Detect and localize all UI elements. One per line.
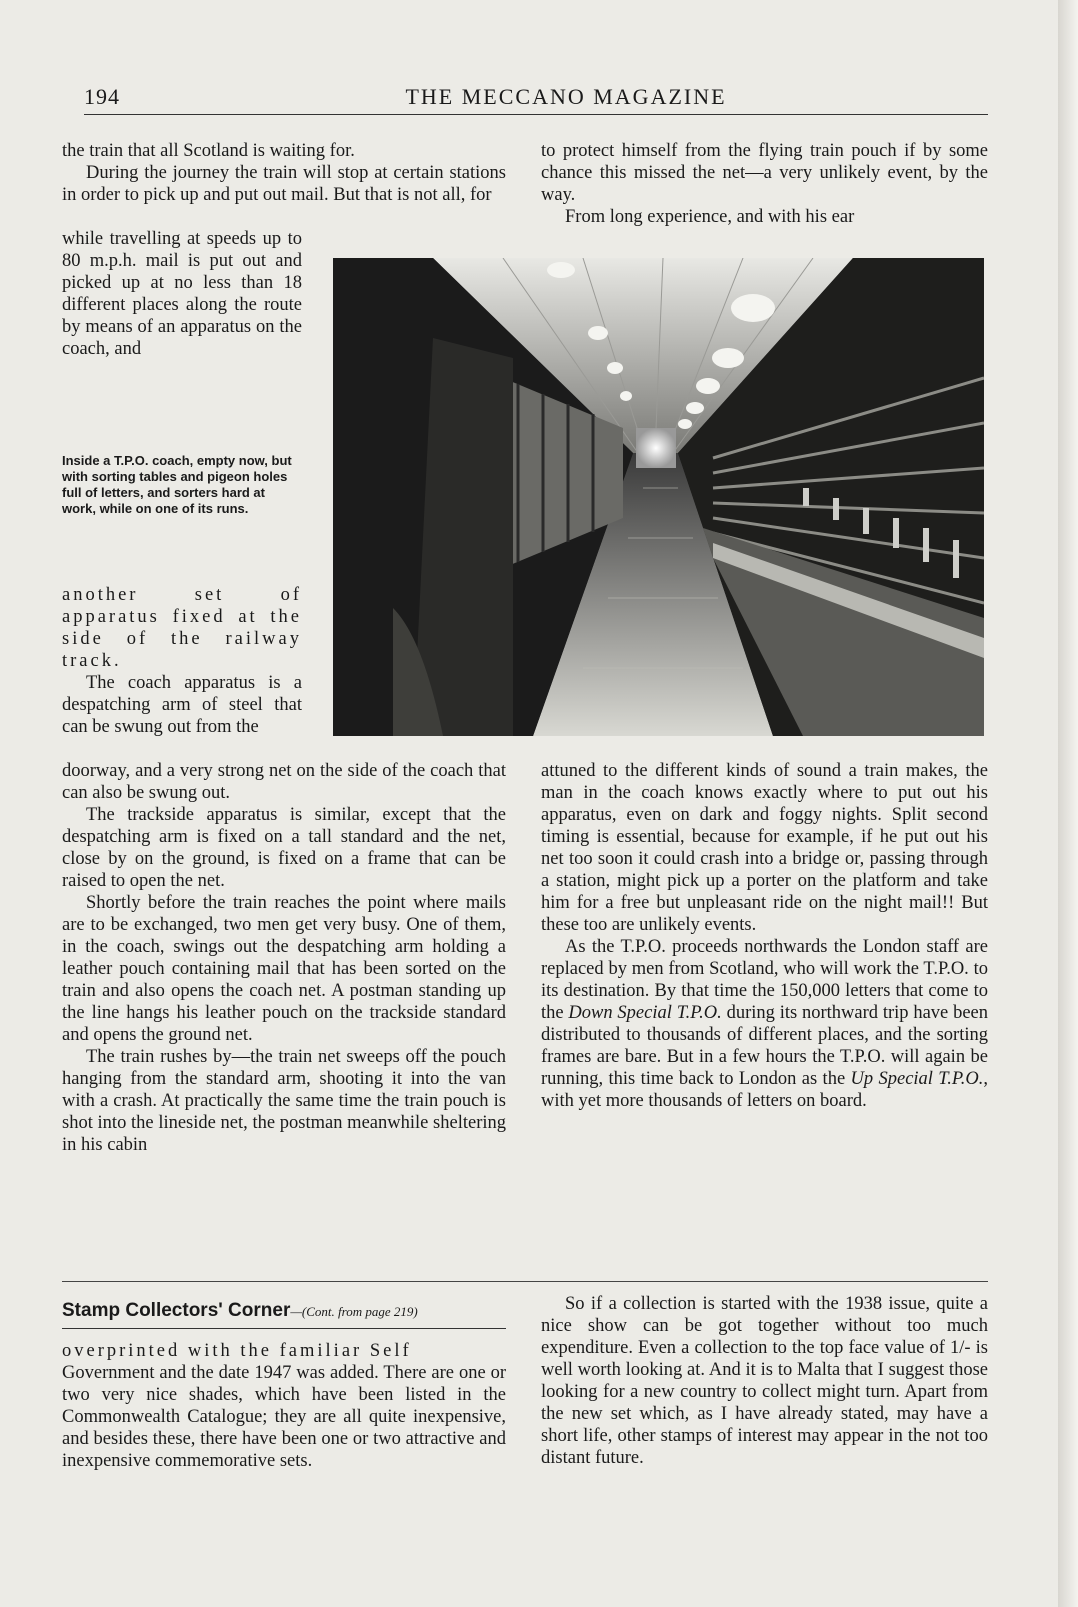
paragraph: So if a collection is started with the 1938 issue, quite a nice show can be got together without too much expenditure. Even a collection to the top face value of 1/- is well worth looking at. And it is to Malta that I suggest those looking for a new country to collect might turn. Apart from the new set which, as I have already stated, may have a short life, other stamps of interest may appear in the not too distant future. <box>541 1294 988 1468</box>
page-header <box>84 80 988 115</box>
italic-train-name: Up Special T.P.O. <box>850 1069 984 1089</box>
stamp-corner-title: Stamp Collectors' Corner <box>62 1300 291 1321</box>
text-run: As the T.P.O. proceeds northwards the London staff are replaced by men from Scotland, who will work the T.P.O. to its destination. By that time the 150,000 letters that come to the <box>541 937 988 1023</box>
magazine-title: THE MECCANO MAGAZINE <box>405 84 727 109</box>
paragraph: From long experience, and with his ear <box>565 207 855 227</box>
paragraph: The trackside apparatus is similar, except that the despatching arm is fixed on a tall standard and the net, close by on the ground, is fixed on a frame that can be raised to open the net. <box>62 805 506 891</box>
stamp-corner-left <box>62 1340 506 1472</box>
paragraph: while travelling at speeds up to 80 m.p.h. mail is put out and picked up at no less than 18 different places along the route by means of an apparatus on the coach, and <box>62 229 302 359</box>
paragraph: The train rushes by—the train net sweeps off the pouch hanging from the standard arm, shooting it into the van with a crash. At practically the same time the train pouch is shot into the lineside net, the postman meanwhile sheltering in his cabin <box>62 1047 506 1155</box>
paragraph: the train that all Scotland is waiting for. <box>62 141 355 161</box>
article-left-bottom <box>62 760 506 1156</box>
paragraph: attuned to the different kinds of sound a train makes, the man in the coach knows exactly where to put out his apparatus, even on dark and foggy nights. Split second timing is essential, because for example, if he put out his net too soon it could crash into a bridge or, passing through a station, might pick up a porter on the platform and take him for a free but unpleasant ride on the night mail!! But these too are unlikely events. <box>541 761 988 935</box>
paragraph: The coach apparatus is a despatching arm of steel that can be swung out from the <box>62 673 302 737</box>
photo-caption: Inside a T.P.O. coach, empty now, but with sorting tables and pigeon holes full of letters, and sorters hard at work, while on one of its runs. <box>62 453 292 516</box>
page-number: 194 <box>84 84 120 109</box>
article-narrow-bottom <box>62 584 302 738</box>
continuation-note: —(Cont. from page 219) <box>290 1304 418 1319</box>
italic-train-name: Down Special T.P.O. <box>568 1003 722 1023</box>
article-narrow-top <box>62 228 302 360</box>
tpo-coach-photo <box>333 258 984 736</box>
text-run: , with yet more thousands of letters on board. <box>541 1069 988 1111</box>
paragraph: Shortly before the train reaches the point where mails are to be exchanged, two men get very busy. One of them, in the coach, swings out the despatching arm holding a leather pouch containing mail that has been sorted on the train and also opens the coach net. A postman standing up the line hangs his leather pouch on the trackside standard and opens the ground net. <box>62 893 506 1045</box>
text-run: during its northward trip have been distributed to thousands of different places, and the sorting frames are bare. But in a few hours the T.P.O. will again be running, this time back to London as the <box>541 1003 988 1089</box>
paragraph: to protect himself from the flying train pouch if by some chance this missed the net—a very unlikely event, by the way. <box>541 141 988 205</box>
article-left-top <box>62 140 506 206</box>
paragraph: During the journey the train will stop at certain stations in order to pick up and put out mail. But that is not all, for <box>62 163 506 205</box>
stamp-corner-heading <box>62 1300 506 1329</box>
paragraph: another set of apparatus fixed at the side of the railway track. <box>62 585 302 671</box>
article-right-bottom <box>541 760 988 1112</box>
paragraph <box>541 936 988 1112</box>
stamp-corner-right <box>541 1293 988 1469</box>
section-divider <box>62 1281 988 1282</box>
paragraph: overprinted with the familiar Self <box>62 1341 412 1361</box>
article-right-top <box>541 140 988 228</box>
paragraph: doorway, and a very strong net on the side of the coach that can also be swung out. <box>62 761 506 803</box>
paragraph: Government and the date 1947 was added. There are one or two very nice shades, which have been listed in the Commonwealth Catalogue; they are all quite inexpensive, and besides these, there have been one or two attractive and inexpensive commemorative sets. <box>62 1363 506 1471</box>
page-edge <box>1058 0 1078 1607</box>
